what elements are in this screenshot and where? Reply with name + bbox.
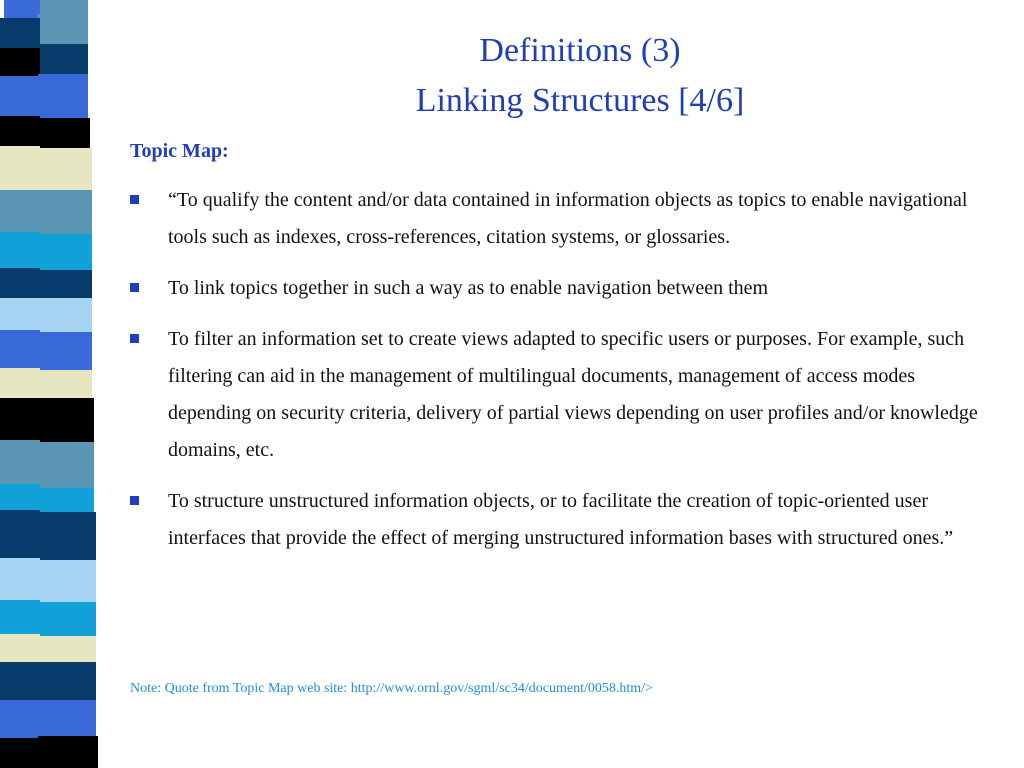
- stripe-segment: [38, 602, 96, 636]
- bullet-item: [130, 483, 1000, 557]
- stripe-segment: [38, 370, 92, 398]
- stripe-segment: [38, 118, 90, 148]
- stripe-segment: [38, 270, 92, 300]
- source-note: Note: Quote from Topic Map web site: http://www.ornl.gov/sgml/sc34/document/0058.htm/>: [130, 681, 653, 696]
- stripe-segment: [0, 662, 40, 700]
- stripe-segment: [38, 14, 88, 44]
- stripe-segment: [0, 558, 40, 600]
- stripe-segment: [38, 148, 92, 190]
- stripe-segment: [0, 440, 40, 484]
- stripe-segment: [38, 662, 96, 700]
- stripe-segment: [38, 74, 88, 118]
- stripe-segment: [0, 76, 40, 116]
- section-heading: Topic Map:: [130, 140, 229, 162]
- bullet-text: “To qualify the content and/or data contained in information objects as topics to enable navigational tools such as indexes, cross-references, citation systems, or glossaries.: [168, 189, 968, 248]
- stripe-segment: [38, 636, 96, 662]
- stripe-segment: [0, 232, 40, 268]
- bullet-list: [130, 182, 1000, 571]
- bullet-item: [130, 270, 1000, 307]
- stripe-segment: [0, 190, 40, 232]
- title-line-2: Linking Structures [4/6]: [415, 82, 745, 119]
- stripe-segment: [0, 298, 40, 330]
- stripe-segment: [38, 560, 96, 602]
- stripe-segment: [38, 512, 96, 560]
- square-bullet-icon: [130, 334, 139, 343]
- stripe-segment: [0, 700, 40, 738]
- decorative-stripe-band: [0, 0, 118, 768]
- stripe-segment: [38, 190, 92, 234]
- bullet-text: To structure unstructured information objects, or to facilitate the creation of topic-oriented user interfaces that provide the effect of merging unstructured information bases with structured ones.”: [168, 490, 954, 549]
- stripe-segment: [38, 442, 94, 488]
- bullet-text: To link topics together in such a way as to enable navigation between them: [168, 277, 769, 299]
- stripe-segment: [38, 44, 88, 74]
- square-bullet-icon: [130, 283, 139, 292]
- stripe-segment: [38, 736, 98, 768]
- bullet-item: [130, 321, 1000, 469]
- stripe-segment: [0, 600, 40, 634]
- stripe-segment: [38, 298, 92, 332]
- stripe-segment: [38, 488, 94, 512]
- stripe-segment: [0, 48, 40, 76]
- stripe-segment: [0, 146, 40, 190]
- stripe-segment: [0, 330, 40, 368]
- stripe-segment: [0, 738, 40, 768]
- bullet-text: To filter an information set to create views adapted to specific users or purposes. For example, such filtering can aid in the management of multilingual documents, management of access modes depending on security criteria, delivery of partial views depending on user profiles and/or knowledge domains, etc.: [168, 328, 978, 461]
- square-bullet-icon: [130, 496, 139, 505]
- stripe-segment: [0, 18, 40, 48]
- title-line-1: Definitions (3): [479, 32, 681, 69]
- stripe-segment: [0, 510, 40, 558]
- stripe-segment: [0, 398, 40, 440]
- stripe-segment: [0, 268, 40, 298]
- stripe-segment: [38, 332, 92, 370]
- slide-title: [300, 26, 860, 126]
- stripe-segment: [0, 484, 40, 510]
- stripe-segment: [0, 634, 40, 662]
- stripe-segment: [38, 234, 92, 270]
- stripe-segment: [0, 116, 40, 146]
- square-bullet-icon: [130, 195, 139, 204]
- stripe-segment: [38, 700, 96, 736]
- stripe-segment: [38, 398, 94, 442]
- bullet-item: [130, 182, 1000, 256]
- stripe-segment: [0, 368, 40, 398]
